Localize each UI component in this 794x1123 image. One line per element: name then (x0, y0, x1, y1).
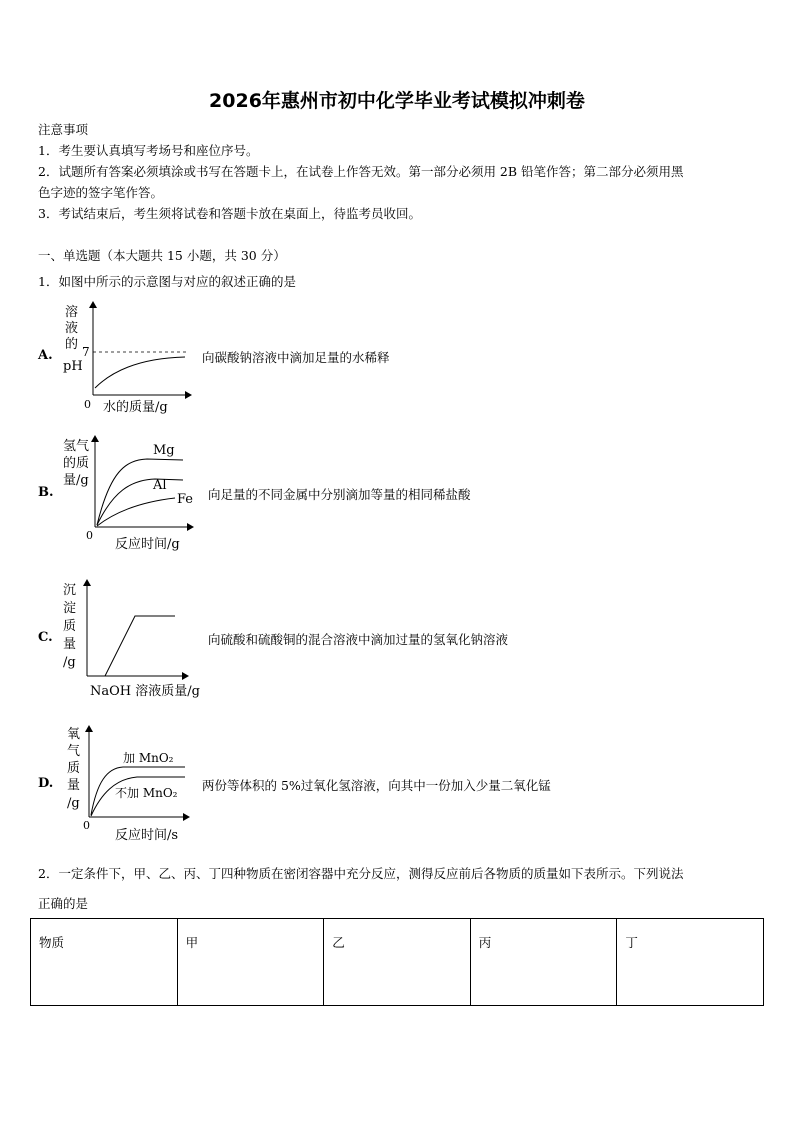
ph-curve (95, 357, 185, 388)
x-label: 水的质量/g (103, 400, 168, 415)
y-label-2: 液 (65, 321, 79, 336)
y-label-3: 量/g (63, 473, 89, 488)
fe-curve (97, 498, 175, 526)
table-row (31, 919, 764, 1006)
table-header-jia: 甲 (177, 919, 324, 1006)
question-2-stem-cont: 正确的是 (38, 896, 89, 911)
option-d-text: 两份等体积的 5%过氧化氢溶液，向其中一份加入少量二氧化锰 (202, 778, 551, 793)
graph-c (55, 574, 205, 699)
table-header-bing: 丙 (470, 919, 617, 1006)
x-label: NaOH 溶液质量/g (90, 684, 200, 699)
option-b-label: B. (38, 485, 54, 500)
precipitate-line (105, 616, 175, 676)
curve-label-without-mno2: 不加 MnO₂ (115, 786, 178, 800)
ref-value-7: 7 (82, 345, 90, 359)
option-c-text: 向硫酸和硫酸铜的混合溶液中滴加过量的氢氧化钠溶液 (208, 632, 509, 647)
curve-label-al: Al (153, 478, 167, 493)
mass-table (30, 918, 764, 1006)
y-label-1: 氧 (67, 727, 81, 742)
section-heading: 一、单选题（本大题共 15 小题，共 30 分） (38, 248, 286, 263)
notice-item-1: 1．考生要认真填写考场号和座位序号。 (38, 143, 259, 158)
y-label-5: /g (67, 796, 80, 811)
y-label-5: /g (63, 655, 76, 670)
y-label-1: 氢气 (63, 439, 90, 454)
notice-heading: 注意事项 (38, 122, 89, 137)
y-label-3: 的 (65, 337, 79, 352)
question-2-stem: 2．一定条件下，甲、乙、丙、丁四种物质在密闭容器中充分反应，测得反应前后各物质的质量如下表所示。下列说法 (38, 866, 684, 881)
option-b-text: 向足量的不同金属中分别滴加等量的相同稀盐酸 (208, 487, 471, 502)
y-label-1: 沉 (63, 583, 77, 598)
notice-item-3: 3．考试结束后，考生须将试卷和答题卡放在桌面上，待监考员收回。 (38, 206, 421, 221)
y-label-3: 质 (67, 761, 81, 776)
origin-label: 0 (84, 398, 91, 411)
option-a-text: 向碳酸钠溶液中滴加足量的水稀释 (202, 350, 390, 365)
curve-label-mg: Mg (153, 443, 175, 458)
notice-item-2: 2．试题所有答案必须填涂或书写在答题卡上，在试卷上作答无效。第一部分必须用 2B 铅笔作答；第二部分必须用黑 (38, 164, 684, 179)
y-label-2: 淀 (63, 601, 77, 616)
table-header-yi: 乙 (324, 919, 471, 1006)
table-header-ding: 丁 (617, 919, 764, 1006)
y-label-2: 的质 (63, 456, 90, 471)
y-label-4: 量 (63, 637, 77, 652)
y-label-1: 溶 (65, 305, 79, 320)
y-label-3: 质 (63, 619, 77, 634)
question-1-stem: 1．如图中所示的示意图与对应的叙述正确的是 (38, 274, 296, 289)
graph-d (55, 722, 205, 847)
option-a-label: A. (38, 348, 53, 363)
y-label-4: 量 (67, 778, 81, 793)
x-label: 反应时间/g (115, 537, 180, 552)
y-label-2: 气 (67, 744, 81, 759)
option-d-label: D. (38, 776, 54, 791)
notice-item-2-cont: 色字迹的签字笔作答。 (38, 185, 164, 200)
origin-label: 0 (83, 819, 90, 832)
table-header-substance: 物质 (31, 919, 178, 1006)
curve-label-fe: Fe (177, 492, 194, 507)
mg-curve (97, 459, 183, 525)
option-c-label: C. (38, 630, 53, 645)
y-label-4: pH (63, 359, 83, 374)
x-label: 反应时间/s (115, 828, 179, 843)
graph-a (55, 298, 205, 418)
graph-b (55, 432, 205, 557)
origin-label: 0 (86, 529, 93, 542)
curve-label-with-mno2: 加 MnO₂ (123, 751, 174, 765)
exam-title: 2026年惠州市初中化学毕业考试模拟冲刺卷 (209, 90, 585, 112)
